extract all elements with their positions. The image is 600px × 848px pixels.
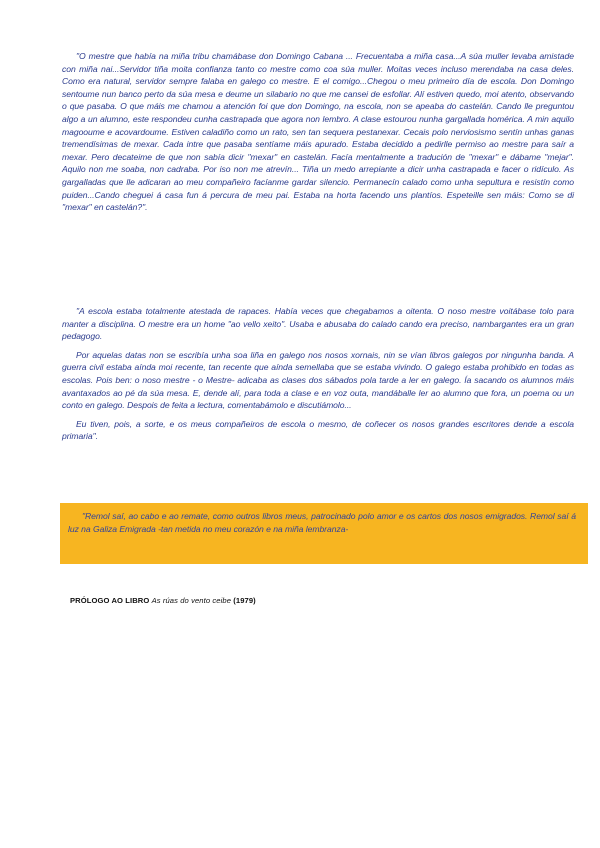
scanned-quote-school-reading bbox=[62, 305, 574, 449]
source-caption bbox=[70, 596, 256, 605]
quote-paragraph: "Remol saí, ao cabo e ao remate, como outros libros meus, patrocinado polo amor e os cartos dos nosos emigrados. Remol saí á luz na Galiza Emigrada -tan metida no meu corazón e na miña lembranza- bbox=[68, 511, 576, 534]
quote-paragraph: "A escola estaba totalmente atestada de rapaces. Había veces que chegabamos a oitenta. O noso mestre voitábase tolo para manter a disciplina. O mestre era un home "ao vello xeito". Usaba e abusaba do calado cando era preciso, nambargantes era un gran pedagogo. bbox=[62, 306, 574, 342]
highlighted-quote-box bbox=[60, 503, 588, 564]
highlighted-quote bbox=[68, 510, 576, 535]
book-title: As rúas do vento ceibe bbox=[151, 596, 232, 605]
caption-year: (1979) bbox=[231, 596, 256, 605]
caption-prefix: PRÓLOGO AO LIBRO bbox=[70, 596, 152, 605]
quote-paragraph: "O mestre que había na miña tribu chamábase don Domingo Cabana ... Frecuentaba a miña casa...A súa muller levaba amistade con miña nai...Servidor tiña moita confianza tanto co mestre como coa súa muller. Moitas veces incluso merendaba na casa deles. Como era natural, servidor sempre falaba en galego co mestre. E el comigo...Chegou o meu primeiro día de escola. Don Domingo sentoume nun banco perto da súa mesa e deume un silabario no que me cansei de esfollar. Alí estiven quedo, moi atento, observando o que pasaba. O que máis me chamou a atención foi que don Domingo, na escola, non se apeaba do castelán. Cando lle preguntou algo a un alumno, este respondeu cunha castrapada que agora non lembro. A clase estourou nunha gargallada homérica. A min aquilo magooume e acovardoume. Estiven caladiño como un rato, sen tan sequera pestanexar. Cecais polo nerviosismo sentín unhas ganas tremendísimas de mexar. Cada intre que pasaba sentíame máis apurado. Estaba decidido a pedirlle permiso ao mestre para saír a mexar. Pero decateime de que non sabía dicir "mexar" en castelán. Facía mentalmente a tradución de "mexar" e dábame "mejar". Aquilo non me soaba, non cadraba. Por iso non me atrevín... Tiña un medo arrepiante a dicir unha castrapada e facer o ridículo. As gargalladas que lle adicaran ao meu compañeiro facíanme gardar silencio. Permanecín calado como unha sepultura e resistín como puiden...Cando cheguei á casa fun á percura de meu pai. Estaba na horta facendo uns plantíos. Espeteille sen máis: Como se di "mexar" en castelán?". bbox=[62, 51, 574, 213]
quote-paragraph: Eu tiven, pois, a sorte, e os meus compañeiros de escola o mesmo, de coñecer os nosos grandes escritores dende a escola primaria". bbox=[62, 418, 574, 442]
scanned-quote-school-memory bbox=[62, 50, 574, 214]
quote-paragraph: Por aquelas datas non se escribía unha soa liña en galego nos nosos xornais, nin se vían libros galegos por ningunha banda. A guerra civil estaba aínda moi recente, tan recente que aínda semellaba que se estaba vivindo. O galego estaba prohibido en todas as escolas. Pois ben: o noso mestre - o Mestre- adicaba as clases dos sábados pola tarde a ler en galego. Ía sacando os alumnos máis avantaxados ao pé da súa mesa. E, dende alí, para toda a clase e en voz outa, mandáballe ler ao alumno que fora, un poema ou un conto en galego. Despois de feita a lectura, comentabámolo e discutiámolo... bbox=[62, 349, 574, 411]
